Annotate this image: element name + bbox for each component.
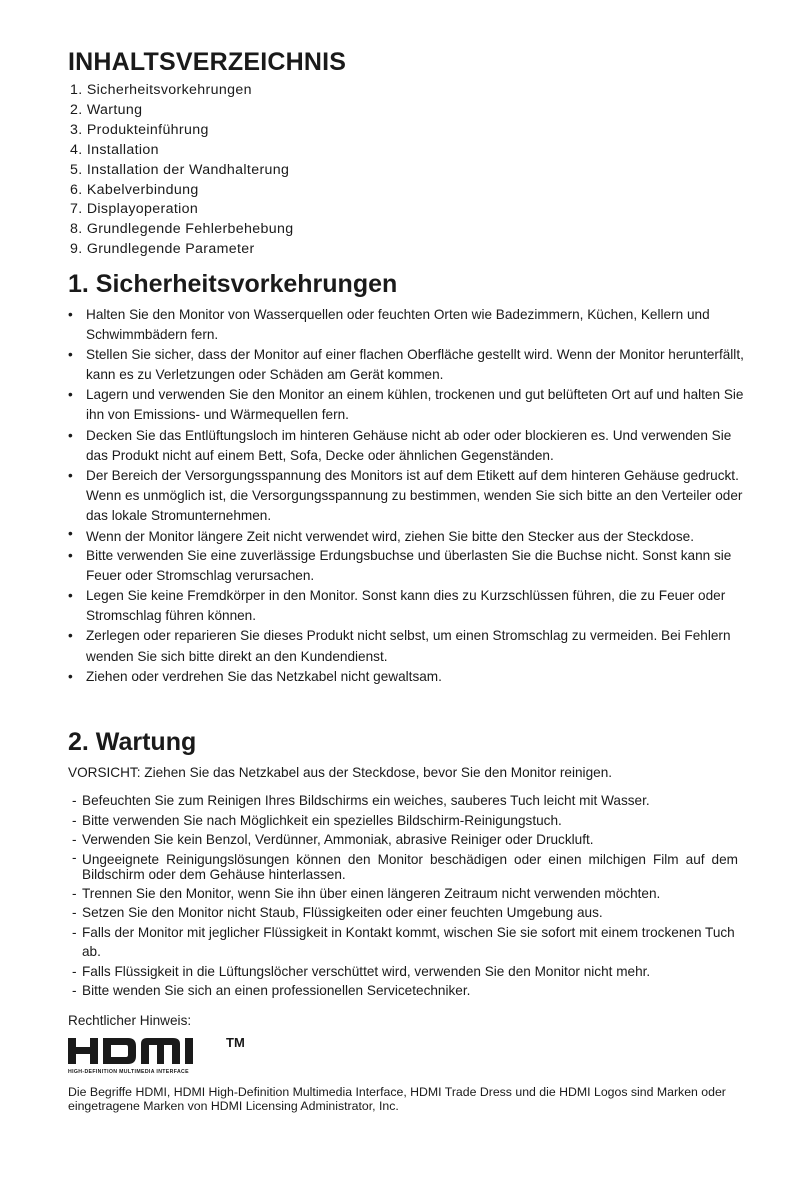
safety-item: • Ziehen oder verdrehen Sie das Netzkabel nicht gewaltsam. [68,667,752,687]
maintenance-item: - Falls Flüssigkeit in die Lüftungslöcher verschüttet wird, verwenden Sie den Monitor nicht mehr. [72,962,738,982]
safety-item: • Decken Sie das Entlüftungsloch im hinteren Gehäuse nicht ab oder oder blockieren es. Und verwenden Sie das Produkt nicht auf einem Bett, Sofa, Decke oder ähnlichen Gegenständen. [68,426,752,466]
safety-item: • Stellen Sie sicher, dass der Monitor auf einer flachen Oberfläche gestellt wird. Wenn der Monitor herunterfällt, kann es zu Verletzungen oder Schäden am Gerät kommen. [68,345,752,385]
section-1-title: 1. Sicherheitsvorkehrungen [68,270,398,298]
toc-item: 2. Wartung [70,101,143,118]
toc-item: 6. Kabelverbindung [70,181,199,198]
safety-list [68,305,752,687]
maintenance-item: - Ungeeignete Reinigungslösungen können den Monitor beschädigen oder einen milchigen Film auf dem Bildschirm oder dem Gehäuse hinterlassen. [72,850,738,884]
legal-heading: Rechtlicher Hinweis: [68,1013,192,1028]
maintenance-list [72,791,738,1001]
hdmi-logo [68,1036,268,1080]
trademark-symbol: TM [226,1035,245,1050]
toc-item: 1. Sicherheitsvorkehrungen [70,82,252,98]
section-2-title: 2. Wartung [68,728,197,756]
safety-item: • Lagern und verwenden Sie den Monitor an einem kühlen, trockenen und gut belüfteten Ort auf und halten Sie ihn von Emissions- und Wärmequellen fern. [68,385,752,425]
maintenance-item: - Verwenden Sie kein Benzol, Verdünner, Ammoniak, abrasive Reiniger oder Druckluft. [72,830,738,850]
safety-item: • Zerlegen oder reparieren Sie dieses Produkt nicht selbst, um einen Stromschlag zu vermeiden. Bei Fehlern wenden Sie sich bitte direkt an den Kundendienst. [68,626,752,666]
toc-item: 9. Grundlegende Parameter [70,241,255,258]
safety-item: • Bitte verwenden Sie eine zuverlässige Erdungsbuchse und überlasten Sie die Buchse nicht. Sonst kann sie Feuer oder Stromschlag verursachen. [68,546,752,586]
safety-item: • Wenn der Monitor längere Zeit nicht verwendet wird, ziehen Sie bitte den Stecker aus der Steckdose. [68,526,752,546]
caution-note: VORSICHT: Ziehen Sie das Netzkabel aus der Steckdose, bevor Sie den Monitor reinigen. [68,765,613,780]
toc-list [70,81,293,260]
toc-item: 3. Produkteinführung [70,121,209,138]
toc-item: 5. Installation der Wandhalterung [70,161,290,178]
toc-item: 7. Displayoperation [70,201,199,218]
safety-item: • Legen Sie keine Fremdkörper in den Monitor. Sonst kann dies zu Kurzschlüssen führen, die zu Feuer oder Stromschlag führen können. [68,586,752,626]
hdmi-wordmark-icon [68,1036,224,1066]
maintenance-item: - Setzen Sie den Monitor nicht Staub, Flüssigkeiten oder einer feuchten Umgebung aus. [72,903,738,923]
toc-item: 4. Installation [70,141,159,158]
maintenance-item: - Falls der Monitor mit jeglicher Flüssigkeit in Kontakt kommt, wischen Sie sie sofort mit einem trockenen Tuch ab. [72,923,738,962]
safety-item: • Halten Sie den Monitor von Wasserquellen oder feuchten Orten wie Badezimmern, Küchen, Kellern und Schwimmbädern fern. [68,305,752,345]
maintenance-item: - Befeuchten Sie zum Reinigen Ihres Bildschirms ein weiches, sauberes Tuch leicht mit Wasser. [72,791,738,811]
legal-notice-text: Die Begriffe HDMI, HDMI High-Definition Multimedia Interface, HDMI Trade Dress und die HDMI Logos sind Marken oder eingetragene Marken von HDMI Licensing Administrator, Inc. [68,1085,726,1113]
maintenance-item: - Bitte verwenden Sie nach Möglichkeit ein spezielles Bildschirm-Reinigungstuch. [72,811,738,831]
toc-item: 8. Grundlegende Fehlerbehebung [70,221,294,238]
hdmi-tagline: HIGH-DEFINITION MULTIMEDIA INTERFACE [68,1069,189,1075]
toc-title: INHALTSVERZEICHNIS [68,48,347,76]
maintenance-item: - Trennen Sie den Monitor, wenn Sie ihn über einen längeren Zeitraum nicht verwenden möchten. [72,884,738,904]
safety-item: • Der Bereich der Versorgungsspannung des Monitors ist auf dem Etikett auf dem hinteren Gehäuse gedruckt. Wenn es unmöglich ist, die Versorgungsspannung zu bestimmen, wenden Sie sich bitte an den Verteiler oder das lokale Stromunternehmen. [68,466,752,526]
maintenance-item: - Bitte wenden Sie sich an einen professionellen Servicetechniker. [72,981,738,1001]
